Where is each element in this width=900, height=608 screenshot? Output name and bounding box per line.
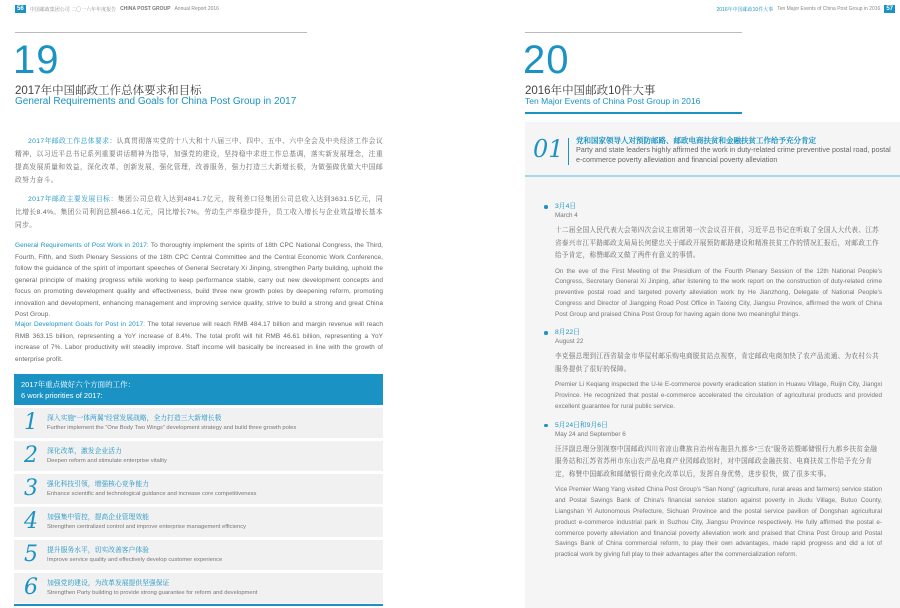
paragraph-lead: Major Development Goals for Post in 2017: <box>15 321 146 328</box>
entry-date-zh: 5月24日和9月6日 <box>542 421 882 430</box>
paragraph-text: The total revenue will reach RMB 484.17 billion and margin revenue will reach RMB 363.15 billion, representing a YoY increase of 8.4%. The total profit will hit RMB 46.61 billion, representing a YoY increase of 7%. Labor productivity will steadily improve. Staff income will basically be increased in line with the growth of enterprise profit. <box>15 321 383 363</box>
event-entry <box>542 421 882 561</box>
priority-number: 3 <box>24 476 38 501</box>
entry-date-en: March 4 <box>555 212 578 219</box>
priority-title-en: Enhance scientific and technological guidance and increase core competitiveness <box>47 491 257 497</box>
priority-number: 5 <box>24 542 38 567</box>
priority-number: 1 <box>24 410 38 435</box>
priority-number: 6 <box>24 575 38 600</box>
section-title-underline <box>525 112 742 114</box>
paragraph-requirements-en <box>15 240 383 321</box>
entry-date-zh: 8月22日 <box>542 328 882 337</box>
section-number: 20 <box>523 38 570 82</box>
paragraph-lead: 2017年邮政工作总体要求： <box>28 138 117 145</box>
priority-title-zh: 提升服务水平，切实改善客户体验 <box>47 547 149 554</box>
priority-title-zh: 深化改革，激发企业活力 <box>47 448 122 455</box>
page-number-badge: 56 <box>17 6 24 12</box>
event-title-zh: 党和国家领导人对预防邮路、邮政电商扶贫和金融扶贫工作给予充分肯定 <box>576 136 816 145</box>
header-title-zh: 2016年中国邮政10件大事 <box>716 6 774 13</box>
priorities-bottom-rule <box>14 604 383 606</box>
section-rule <box>15 32 307 33</box>
priority-number: 2 <box>24 443 38 468</box>
priorities-list <box>14 408 383 603</box>
header-title-en: Ten Major Events of China Post Group in 2016 <box>777 6 881 12</box>
entry-date-en: August 22 <box>555 338 584 346</box>
entry-text-en: On the eve of the First Meeting of the Presidium of the Fourth Plenary Session of the 12th National People's Congress, Secretary General Xi Jinping, after listening to the work report on the construction of duty-related crime preventive postal road and targeted poverty alleviation work by He Jianzhong, Delegate of National People's Congress and Director of Jiangping Road Post Office in Taixing City, Jiangsu Province, affirmed the work of China Post Group and praised China Post Group for having again done two meaningful things. <box>555 267 882 318</box>
paragraph-requirements-zh <box>15 135 383 187</box>
entry-text-zh: 汪洋副总理分别视察中国邮政四川省凉山彝族自治州布拖县九都乡“三农”服务站暨邮储银行九都乡扶贫金融服务站和江苏省苏州市东山农产品电商产业园邮政馆时，对中国邮政金融扶贫、电商扶贫工作给予充分肯定，称赞中国邮政和邮储银行商业化改革以后，发挥自身优势，进步很快，做了很多实事。 <box>555 445 878 478</box>
running-header-left <box>15 5 219 13</box>
section-number: 19 <box>13 38 60 82</box>
priority-title-zh: 加强党的建设，为改革发展提供坚强保证 <box>47 580 170 587</box>
event-header <box>525 122 900 177</box>
header-report: Annual Report 2016 <box>174 6 219 12</box>
section-rule <box>525 32 742 33</box>
entry-date-en: May 24 and September 6 <box>555 430 626 438</box>
priority-item <box>14 507 383 537</box>
event-title-en: Party and state leaders highly affirmed the work in duty-related crime preventive postal road, postal e-commerce poverty alleviation and financial poverty alleviation <box>576 145 891 164</box>
section-title-en: Ten Major Events of China Post Group in 2016 <box>525 96 701 106</box>
section-title-zh: 2016年中国邮政10件大事 <box>525 85 656 97</box>
section-title-zh: 2017年中国邮政工作总体要求和目标 <box>15 85 202 97</box>
priority-item <box>14 474 383 504</box>
entry-text-en: Premier Li Keqiang inspected the U-le E-commerce poverty eradication station in Huawu Village, Ruijin City, Jiangxi Province. He recognized that postal e-commerce accelerated the circulation of agricultural products and provided excellent guarantee for rural public service. <box>555 381 882 411</box>
priority-number: 4 <box>24 509 38 534</box>
priorities-header <box>14 374 383 405</box>
priorities-heading-zh: 2017年重点做好六个方面的工作： <box>21 380 136 389</box>
priority-title-en: Deepen reform and stimulate enterprise vitality <box>47 458 167 464</box>
event-entry <box>542 202 882 320</box>
header-company-zh: 中国邮政集团公司 二〇一六年年度报告 <box>29 6 117 13</box>
priority-title-zh: 加强集中管控，提高企业管理效能 <box>47 514 149 521</box>
priority-item <box>14 408 383 438</box>
entry-text-zh: 十二届全国人民代表大会第四次会议主席团第一次会议召开前，习近平总书记在听取了全国人大代表、江苏省泰兴市江平路邮政支局局长何健忠关于邮政开展预防邮路建设和精准扶贫工作的情况汇报后，对邮政工作给予肯定，称赞邮政又做了两件有意义的事情。 <box>555 227 880 259</box>
paragraph-lead: General Requirements of Post Work in 2017: <box>15 242 149 249</box>
priority-title-zh: 深入实施“一体两翼”经营发展战略，全力打造三大新增长极 <box>47 415 222 422</box>
priority-title-en: Strengthen Party building to provide strong guarantee for reform and development <box>47 590 258 596</box>
priorities-heading-en: 6 work priorities of 2017: <box>21 391 103 400</box>
section-title-en: General Requirements and Goals for China Post Group in 2017 <box>15 96 297 107</box>
header-brand: CHINA POST GROUP <box>120 6 171 12</box>
priorities-box <box>14 374 383 606</box>
event-number: 01 <box>533 135 564 163</box>
priority-title-en: Improve service quality and effectively develop customer experience <box>47 557 223 563</box>
paragraph-text: 认真贯彻落实党的十八大和十八届三中、四中、五中、六中全会及中央经济工作会议精神，以习近平总书记系列重要讲话精神为指导，加强党的建设，坚持稳中求进工作总基调，落实新发展理念，注重提高发展质量和效益，深化改革，创新发展，强化管理，改善服务，强力打造三大新增长极，为做强做优做大中国邮政努力奋斗。 <box>15 138 383 184</box>
priority-title-en: Further implement the “One Body Two Wings” development strategy and build three growth poles <box>47 425 297 431</box>
event-header-rule <box>525 175 900 177</box>
entry-date-zh: 3月4日 <box>542 202 882 211</box>
event-entries <box>542 202 882 569</box>
priority-item <box>14 573 383 603</box>
priority-title-zh: 强化科技引领，增强核心竞争能力 <box>47 481 149 488</box>
priority-item <box>14 540 383 570</box>
paragraph-goals-zh <box>15 193 383 232</box>
event-entry <box>542 328 882 412</box>
page-number-badge: 57 <box>886 6 893 12</box>
paragraph-text: 集团公司总收入达到4841.7亿元，按利差口径集团公司总收入达到3631.5亿元，同比增长8.4%。集团公司利润总额466.1亿元，同比增长7%。劳动生产率稳步提升，员工收入增长与企业效益增长基本同步。 <box>15 196 383 229</box>
paragraph-text: To thoroughly implement the spirits of 18th CPC National Congress, the Third, Fourth, Fifth, and Sixth Plenary Sessions of the 18th CPC Central Committee and the Central Economic Work Conference, follow the guidance of the spirit of important speeches of General Secretary Xi Jinping, strengthen Party building, uphold the general principle of making progress while working to keep performance stable, carry out new development concepts and focus on promoting development quality and effectiveness, build three new growth poles by deepening reform, promoting innovation and development, enhancing management and improving service quality, strive to build a strong and great China Post Group. <box>15 242 384 318</box>
paragraph-goals-en <box>15 319 383 365</box>
priority-item <box>14 441 383 471</box>
entry-text-zh: 李克强总理到江西省瑞金市华屋村邮乐购电商脱贫站点视察，肯定邮政电商加快了农产品流通、为农村公共服务提供了很好的保障。 <box>555 353 880 373</box>
entry-text-en: Vice Premier Wang Yang visited China Post Group's “San Nong” (agriculture, rural areas and farmers) service station and Postal Savings Bank of China's financial service station against poverty in Jiudu Village, Butuo County, Liangshan Yi Autonomous Prefecture, Sichuan Province and the postal service pavilion of Dongshan agricultural product e-commerce industrial park in Suzhou City, Jiangsu Province respectively. He fully affirmed the postal e-commerce poverty alleviation and financial poverty alleviation work and praised that China Post Group and Postal Savings Bank of China commercial reform, to play their own advantages, made rapid progress and did a lot of practical work by giving full play to their advantages after the commercialization reform. <box>555 486 882 559</box>
major-event-panel <box>525 122 900 608</box>
priority-title-en: Strengthen centralized control and improve enterprise management efficiency <box>47 524 247 530</box>
running-header-right <box>717 5 896 13</box>
paragraph-lead: 2017年邮政主要发展目标： <box>28 196 118 203</box>
event-divider <box>568 138 569 165</box>
